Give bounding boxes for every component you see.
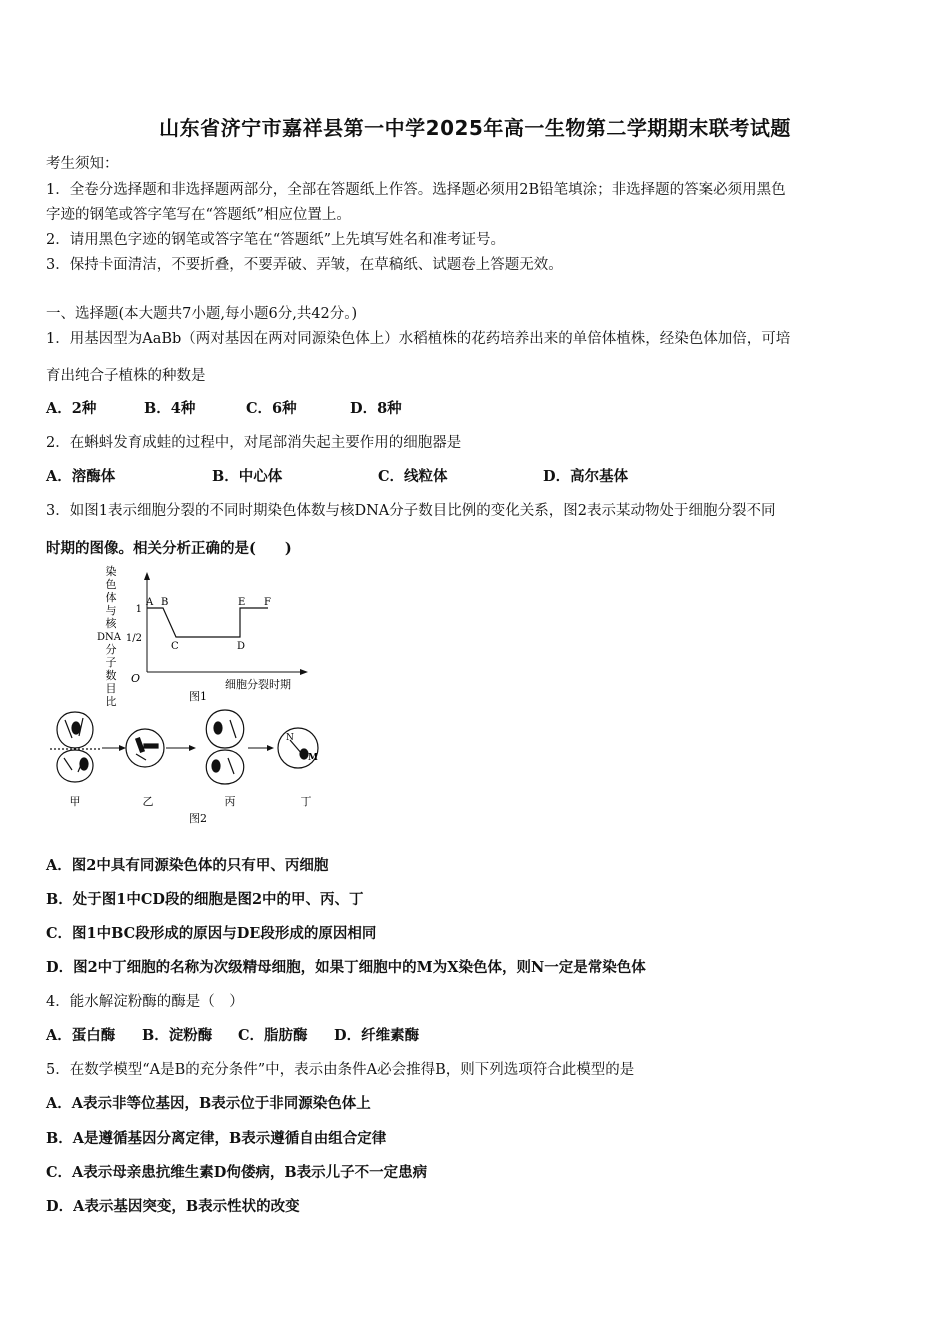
question-4-stem: 4．能水解淀粉酶的酶是（ ） <box>46 994 244 1010</box>
question-5-stem: 5．在数学模型“A是B的充分条件”中，表示由条件A必会推得B，则下列选项符合此模型的是 <box>46 1062 635 1078</box>
section-heading: 一、选择题(本大题共7小题,每小题6分,共42分。) <box>46 306 358 322</box>
question-2-stem: 2．在蝌蚪发育成蛙的过程中，对尾部消失起主要作用的细胞器是 <box>46 435 462 451</box>
figure2-caption: 图2 <box>189 812 207 825</box>
cell-label: 丁 <box>300 795 312 808</box>
point-c-label: C <box>171 641 179 652</box>
chrom-label-m: M <box>308 753 318 763</box>
question-2-options <box>46 465 906 486</box>
option-b[interactable]: B．处于图1中CD段的细胞是图2中的甲、丙、丁 <box>46 891 364 908</box>
option-a[interactable]: A．溶酶体 <box>46 468 116 485</box>
ylabel-char: 分 <box>105 643 117 656</box>
cell-yi <box>126 729 164 767</box>
notice-item: 3．保持卡面清洁，不要折叠，不要弄破、弄皱，在草稿纸、试题卷上答题无效。 <box>46 257 563 273</box>
cell-bing <box>206 710 244 784</box>
ylabel-char: 核 <box>105 617 117 630</box>
chrom-label-n: N <box>286 733 294 743</box>
option-b[interactable]: B．淀粉酶 <box>142 1027 213 1044</box>
option-d[interactable]: D．高尔基体 <box>543 468 629 485</box>
ylabel-char: 染 <box>105 565 117 578</box>
question-1-stem: 1．用基因型为AaBb（两对基因在两对同源染色体上）水稻植株的花药培养出来的单倍体植株，经染色体加倍，可培 <box>46 331 791 347</box>
option-c[interactable]: C．A表示母亲患抗维生素D佝偻病，B表示儿子不一定患病 <box>46 1164 428 1181</box>
cell-label: 乙 <box>142 795 154 808</box>
question-4-options <box>46 1024 906 1045</box>
cell-jia <box>50 712 100 782</box>
option-c[interactable]: C．图1中BC段形成的原因与DE段形成的原因相同 <box>46 925 377 942</box>
option-b[interactable]: B．4种 <box>144 400 196 417</box>
option-c[interactable]: C．线粒体 <box>378 468 448 485</box>
arrow-icon <box>267 745 274 751</box>
x-axis-label: 细胞分裂时期 <box>225 678 291 691</box>
option-a[interactable]: A．2种 <box>46 400 97 417</box>
cell-label: 丙 <box>224 795 236 808</box>
option-d[interactable]: D．图2中丁细胞的名称为次级精母细胞，如果丁细胞中的M为X染色体，则N一定是常染色体 <box>46 959 646 976</box>
ylabel-char: 比 <box>105 695 117 708</box>
option-c[interactable]: C．6种 <box>246 400 297 417</box>
ylabel-char: 数 <box>105 669 117 682</box>
y-tick-1: 1 <box>135 604 142 615</box>
x-axis-arrow-icon <box>300 669 308 675</box>
notice-item: 2．请用黑色字迹的钢笔或答字笔在“答题纸”上先填写姓名和准考证号。 <box>46 232 506 248</box>
figure1-curve <box>147 608 268 637</box>
option-d[interactable]: D．纤维素酶 <box>334 1027 420 1044</box>
point-d-label: D <box>237 641 246 652</box>
question-3-stem: 3．如图1表示细胞分裂的不同时期染色体数与核DNA分子数目比例的变化关系，图2表示某动物处于细胞分裂不同 <box>46 503 776 519</box>
notice-heading: 考生须知： <box>46 156 119 172</box>
ylabel-char: 色 <box>105 578 117 591</box>
notice-item: 1．全卷分选择题和非选择题两部分，全部在答题纸上作答。选择题必须用2B铅笔填涂；非选择题的答案必须用黑色 <box>46 182 786 198</box>
question-1-stem: 育出纯合子植株的种数是 <box>46 368 206 384</box>
point-e-label: E <box>238 597 246 608</box>
option-b[interactable]: B．中心体 <box>212 468 283 485</box>
option-c[interactable]: C．脂肪酶 <box>238 1027 308 1044</box>
point-a-label: A <box>146 597 154 608</box>
ylabel-char: DNA <box>97 632 121 643</box>
option-d[interactable]: D．A表示基因突变，B表示性状的改变 <box>46 1198 300 1215</box>
question-1-options <box>46 397 906 418</box>
figure1-caption: 图1 <box>189 690 207 703</box>
y-axis-arrow-icon <box>144 572 150 580</box>
arrow-icon <box>119 745 126 751</box>
option-b[interactable]: B．A是遵循基因分离定律，B表示遵循自由组合定律 <box>46 1130 387 1147</box>
point-f-label: F <box>264 597 271 608</box>
arrow-icon <box>189 745 196 751</box>
ylabel-char: 体 <box>105 591 117 604</box>
question-3-stem: 时期的图像。相关分析正确的是( ) <box>46 540 292 557</box>
figure1-ylabel <box>97 564 122 708</box>
ylabel-char: 子 <box>105 656 117 669</box>
point-b-label: B <box>161 597 169 608</box>
option-a[interactable]: A．图2中具有同源染色体的只有甲、丙细胞 <box>46 857 329 874</box>
option-a[interactable]: A．A表示非等位基因，B表示位于非同源染色体上 <box>46 1095 371 1112</box>
option-a[interactable]: A．蛋白酶 <box>46 1027 116 1044</box>
ylabel-char: 与 <box>105 604 117 617</box>
exam-title: 山东省济宁市嘉祥县第一中学2025年高一生物第二学期期末联考试题 <box>159 116 791 140</box>
y-tick-half: 1/2 <box>125 633 142 644</box>
option-d[interactable]: D．8种 <box>350 400 402 417</box>
cell-label: 甲 <box>69 795 81 808</box>
notice-item: 字迹的钢笔或答字笔写在“答题纸”相应位置上。 <box>46 207 351 223</box>
ylabel-char: 目 <box>105 682 117 695</box>
question-3-figure <box>40 560 340 830</box>
origin-label: O <box>130 672 140 685</box>
